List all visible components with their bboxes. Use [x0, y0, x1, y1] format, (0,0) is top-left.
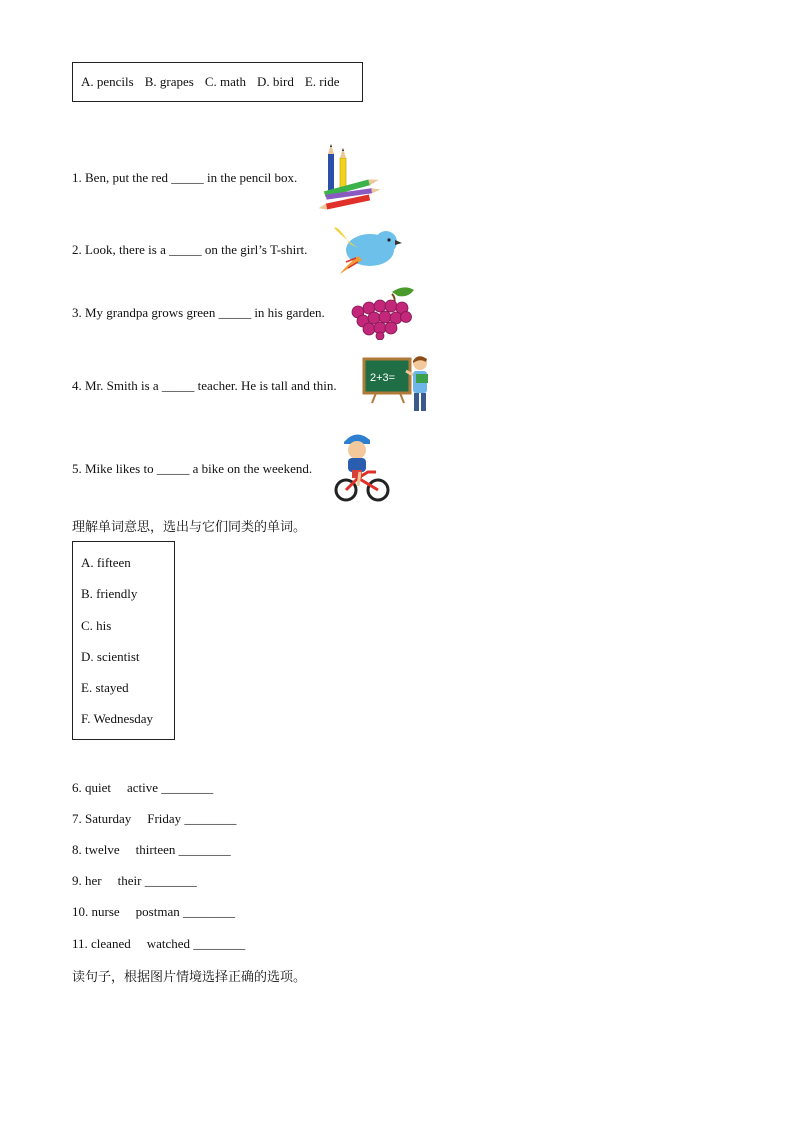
word-option: A. fifteen [81, 555, 131, 570]
question-word: watched [146, 936, 191, 951]
question-word: Friday [147, 811, 182, 826]
question-word: 8. twelve [72, 842, 120, 857]
question-2: 2. Look, there is a _____ on the girl’s T-shirt. [72, 242, 308, 257]
word-option: B. friendly [81, 586, 138, 601]
boy-riding-bike-icon [334, 428, 392, 508]
section-heading: 读句子，根据图片情境选择正确的选项。 [72, 970, 307, 985]
section-heading: 理解单词意思，选出与它们同类的单词。 [72, 520, 307, 535]
grapes-icon [348, 284, 420, 340]
question-word: active [127, 780, 159, 795]
question-5: 5. Mike likes to _____ a bike on the weekend. [72, 461, 313, 476]
answer-blank: ________ [184, 811, 237, 826]
question-word: 9. her [72, 873, 102, 888]
math-teacher-icon [362, 353, 436, 415]
question-1: 1. Ben, put the red _____ in the pencil box. [72, 170, 298, 185]
answer-blank: ________ [182, 904, 235, 919]
answer-blank: ________ [144, 873, 197, 888]
question-4: 4. Mr. Smith is a _____ teacher. He is tall and thin. [72, 378, 337, 393]
question-word: postman [135, 904, 180, 919]
word-option: D. scientist [81, 649, 140, 664]
word-option: A. pencils [81, 74, 134, 89]
word-option: C. math [204, 74, 246, 89]
question-10 [72, 904, 235, 920]
question-3: 3. My grandpa grows green _____ in his garden. [72, 305, 325, 320]
question-11 [72, 936, 245, 952]
word-option: D. bird [257, 74, 294, 89]
word-option: F. Wednesday [81, 711, 154, 726]
word-option: C. his [81, 618, 112, 633]
question-word: 10. nurse [72, 904, 120, 919]
word-bank-box [72, 541, 175, 740]
question-word: 6. quiet [72, 780, 111, 795]
question-word: thirteen [135, 842, 176, 857]
word-option: B. grapes [144, 74, 194, 89]
word-option: E. stayed [81, 680, 129, 695]
answer-blank: ________ [178, 842, 231, 857]
question-word: 7. Saturday [72, 811, 132, 826]
question-7 [72, 811, 236, 827]
pencils-icon [318, 142, 386, 212]
answer-blank: ________ [161, 780, 214, 795]
board-text: 2+3= [370, 372, 396, 384]
question-8 [72, 842, 231, 858]
question-6 [72, 780, 213, 796]
question-word: their [117, 873, 142, 888]
word-option: E. ride [304, 74, 340, 89]
question-9 [72, 873, 197, 889]
bird-icon [332, 222, 402, 278]
question-word: 11. cleaned [72, 936, 131, 951]
answer-blank: ________ [193, 936, 246, 951]
word-bank-box [72, 62, 363, 102]
